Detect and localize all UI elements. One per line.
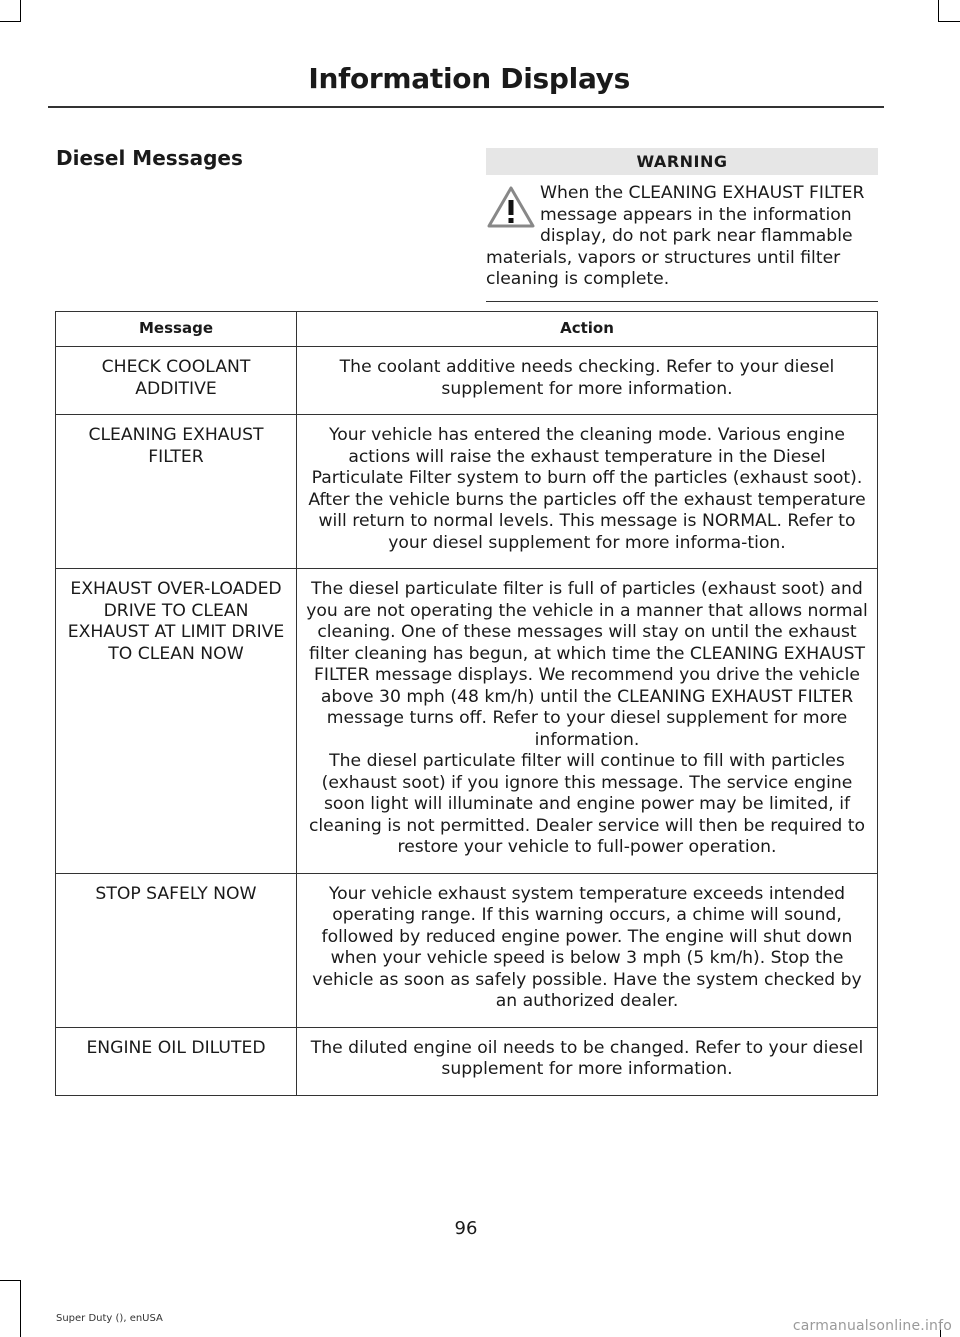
action-text: Your vehicle exhaust system temperature exceeds intended operating range. If this warning occurs, a chime will sound, followed by reduced engine power. The engine will shut down when your vehicle speed is below 3 mph (5 km/h). Stop the vehicle as soon as safely possible. Have the system checked by an authorized dealer. bbox=[312, 883, 862, 1011]
message-text: ENGINE OIL DILUTED bbox=[86, 1037, 266, 1058]
page-number: 96 bbox=[454, 1218, 478, 1239]
action-text: Your vehicle has entered the cleaning mode. Various engine actions will raise the exhaust temperature in the Diesel Particulate Filter system to burn off the particles (exhaust soot). After the vehicle burns the particles off the exhaust temperature will return to normal levels. This message is NORMAL. Refer to your diesel supplement for more informa-tion. bbox=[308, 425, 866, 553]
action-cell bbox=[297, 569, 878, 874]
action-cell bbox=[297, 1027, 878, 1095]
crop-mark bbox=[20, 0, 21, 22]
message-text: STOP SAFELY NOW bbox=[95, 883, 257, 904]
crop-mark bbox=[20, 1280, 21, 1337]
crop-mark bbox=[0, 21, 21, 22]
crop-mark bbox=[0, 1280, 21, 1281]
warning-divider bbox=[486, 301, 878, 303]
warning-body bbox=[486, 183, 878, 291]
section-title: Diesel Messages bbox=[56, 146, 243, 170]
footer-text: Super Duty (), enUSA bbox=[56, 1313, 163, 1324]
table-row bbox=[56, 415, 878, 569]
table-row bbox=[56, 1027, 878, 1095]
message-text: EXHAUST OVER-LOADED DRIVE TO CLEAN bbox=[70, 579, 282, 621]
table-row bbox=[56, 569, 878, 874]
message-cell bbox=[56, 347, 297, 415]
warning-heading: WARNING bbox=[486, 148, 878, 175]
message-cell bbox=[56, 1027, 297, 1095]
action-text: The diesel particulate filter is full of particles (exhaust soot) and you are not operating the vehicle in a manner that allows normal cleaning. One of these messages will stay on until the exhaust filter cleaning has begun, at which time the CLEANING EXHAUST FILTER message displays. We recommend you drive the vehicle above 30 mph (48 km/h) until the CLEANING EXHAUST FILTER message turns off. Refer to your diesel supplement for more information. bbox=[306, 579, 868, 750]
crop-mark bbox=[938, 21, 960, 22]
warning-text: When the CLEANING EXHAUST FILTER message appears in the information display, do not park near flammable materials, vapors or structures until filter cleaning is complete. bbox=[486, 183, 865, 289]
action-cell bbox=[297, 873, 878, 1027]
message-cell bbox=[56, 415, 297, 569]
page-title: Information Displays bbox=[308, 62, 630, 95]
header-divider bbox=[48, 106, 884, 108]
message-cell bbox=[56, 569, 297, 874]
message-text: CHECK COOLANT ADDITIVE bbox=[101, 357, 251, 399]
action-text: The diesel particulate filter will continue to fill with particles (exhaust soot) if you ignore this message. The service engine soon light will illuminate and engine power may be limited, if cleaning is not permitted. Dealer service will then be required to restore your vehicle to full-power operation. bbox=[308, 751, 866, 857]
table-row bbox=[56, 347, 878, 415]
column-header-action: Action bbox=[297, 312, 878, 347]
message-cell bbox=[56, 873, 297, 1027]
action-text: The coolant additive needs checking. Refer to your diesel supplement for more information. bbox=[339, 357, 835, 399]
table-row bbox=[56, 873, 878, 1027]
crop-mark bbox=[938, 0, 939, 22]
action-text: The diluted engine oil needs to be changed. Refer to your diesel supplement for more information. bbox=[310, 1037, 864, 1079]
message-text: EXHAUST AT LIMIT DRIVE TO CLEAN NOW bbox=[67, 622, 285, 664]
action-cell bbox=[297, 415, 878, 569]
diesel-messages-table bbox=[55, 311, 878, 1096]
column-header-message: Message bbox=[56, 312, 297, 347]
action-cell bbox=[297, 347, 878, 415]
warning-box bbox=[486, 148, 878, 302]
table-header-row bbox=[56, 312, 878, 347]
message-text: CLEANING EXHAUST FILTER bbox=[88, 425, 264, 467]
warning-triangle-icon bbox=[486, 185, 536, 229]
watermark-link[interactable]: carmanualsonline.info bbox=[792, 1318, 952, 1334]
